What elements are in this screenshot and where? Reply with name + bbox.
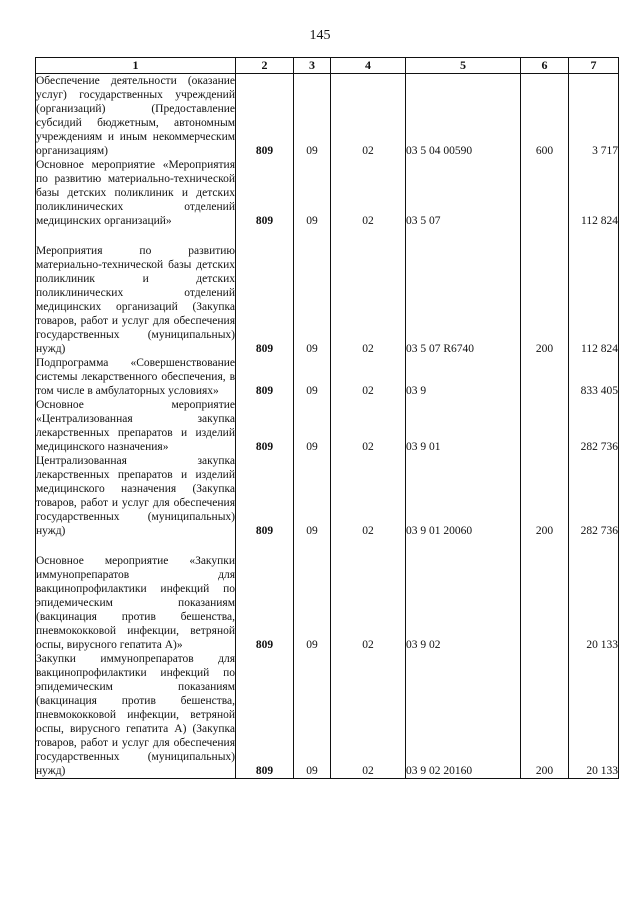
section-code: 09	[294, 454, 331, 554]
row-description: Подпрограмма «Совершенствование системы лекарственного обеспечения, в том числе в амбулаторных условиях»	[36, 357, 235, 397]
column-header-1: 1	[36, 58, 236, 74]
expense-type-code	[521, 356, 569, 398]
amount: 20 133	[569, 554, 619, 652]
section-code: 09	[294, 74, 331, 159]
table-row	[36, 74, 619, 159]
table-row	[36, 652, 619, 779]
amount: 833 405	[569, 356, 619, 398]
section-code: 09	[294, 554, 331, 652]
expense-type-code	[521, 158, 569, 244]
subsection-code: 02	[331, 554, 406, 652]
budget-table	[35, 57, 619, 779]
row-description: Основное мероприятие «Централизованная закупка лекарственных препаратов и изделий медицинского назначения»	[36, 399, 235, 453]
target-article-code: 03 9 02	[406, 554, 521, 652]
admin-code: 809	[236, 398, 294, 454]
target-article-code: 03 9 01	[406, 398, 521, 454]
subsection-code: 02	[331, 398, 406, 454]
header-row	[36, 58, 619, 74]
column-header-3: 3	[294, 58, 331, 74]
target-article-code: 03 5 07 R6740	[406, 244, 521, 356]
amount: 282 736	[569, 398, 619, 454]
amount: 112 824	[569, 158, 619, 244]
subsection-code: 02	[331, 356, 406, 398]
amount: 282 736	[569, 454, 619, 554]
column-header-7: 7	[569, 58, 619, 74]
amount: 3 717	[569, 74, 619, 159]
column-header-5: 5	[406, 58, 521, 74]
target-article-code: 03 9	[406, 356, 521, 398]
subsection-code: 02	[331, 74, 406, 159]
expense-type-code	[521, 398, 569, 454]
target-article-code: 03 5 07	[406, 158, 521, 244]
expense-type-code: 200	[521, 244, 569, 356]
table-row	[36, 398, 619, 454]
row-description: Основное мероприятие «Мероприятия по развитию материально-технической базы детских поликлиник и детских поликлинических отделений медицинских организаций»	[36, 158, 236, 244]
row-description: Мероприятия по развитию материально-технической базы детских поликлиник и детских поликлинических отделений медицинских организаций (Закупка товаров, работ и услуг для обеспечения государственных (муниципальных) нужд)	[36, 245, 235, 355]
expense-type-code	[521, 554, 569, 652]
admin-code: 809	[236, 554, 294, 652]
admin-code: 809	[236, 356, 294, 398]
column-header-6: 6	[521, 58, 569, 74]
subsection-code: 02	[331, 158, 406, 244]
subsection-code: 02	[331, 454, 406, 554]
amount: 20 133	[569, 652, 619, 779]
table-row	[36, 454, 619, 554]
column-header-2: 2	[236, 58, 294, 74]
row-description: Централизованная закупка лекарственных препаратов и изделий медицинского назначения (Закупка товаров, работ и услуг для обеспечения государственных (муниципальных) нужд)	[36, 454, 236, 554]
subsection-code: 02	[331, 652, 406, 779]
row-description: Закупки иммунопрепаратов для вакцинопрофилактики инфекций по эпидемическим показаниям (вакцинация против бешенства, пневмококковой инфекции, ветряной оспы, вирусного гепатита А) (Закупка товаров, работ и услуг для обеспечения государственных (муниципальных) нужд)	[36, 653, 235, 777]
row-description: Обеспечение деятельности (оказание услуг) государственных учреждений (организаций) (Предоставление субсидий бюджетным, автономным учреждениям и иным некоммерческим организациям)	[36, 75, 235, 157]
table-row	[36, 158, 619, 244]
expense-type-code: 200	[521, 454, 569, 554]
table-row	[36, 554, 619, 652]
amount: 112 824	[569, 244, 619, 356]
column-header-4: 4	[331, 58, 406, 74]
table-row	[36, 244, 619, 356]
expense-type-code: 600	[521, 74, 569, 159]
page-number: 145	[309, 28, 331, 43]
table-row	[36, 356, 619, 398]
admin-code: 809	[236, 74, 294, 159]
section-code: 09	[294, 244, 331, 356]
row-description: Основное мероприятие «Закупки иммунопрепаратов для вакцинопрофилактики инфекций по эпидемическим показаниям (вакцинация против бешенства, пневмококковой инфекции, ветряной оспы, вирусного гепатита А)»	[36, 555, 235, 651]
section-code: 09	[294, 652, 331, 779]
target-article-code: 03 9 02 20160	[406, 652, 521, 779]
admin-code: 809	[236, 244, 294, 356]
admin-code: 809	[236, 454, 294, 554]
target-article-code: 03 9 01 20060	[406, 454, 521, 554]
target-article-code: 03 5 04 00590	[406, 74, 521, 159]
admin-code: 809	[236, 158, 294, 244]
section-code: 09	[294, 398, 331, 454]
admin-code: 809	[236, 652, 294, 779]
section-code: 09	[294, 158, 331, 244]
subsection-code: 02	[331, 244, 406, 356]
expense-type-code: 200	[521, 652, 569, 779]
section-code: 09	[294, 356, 331, 398]
